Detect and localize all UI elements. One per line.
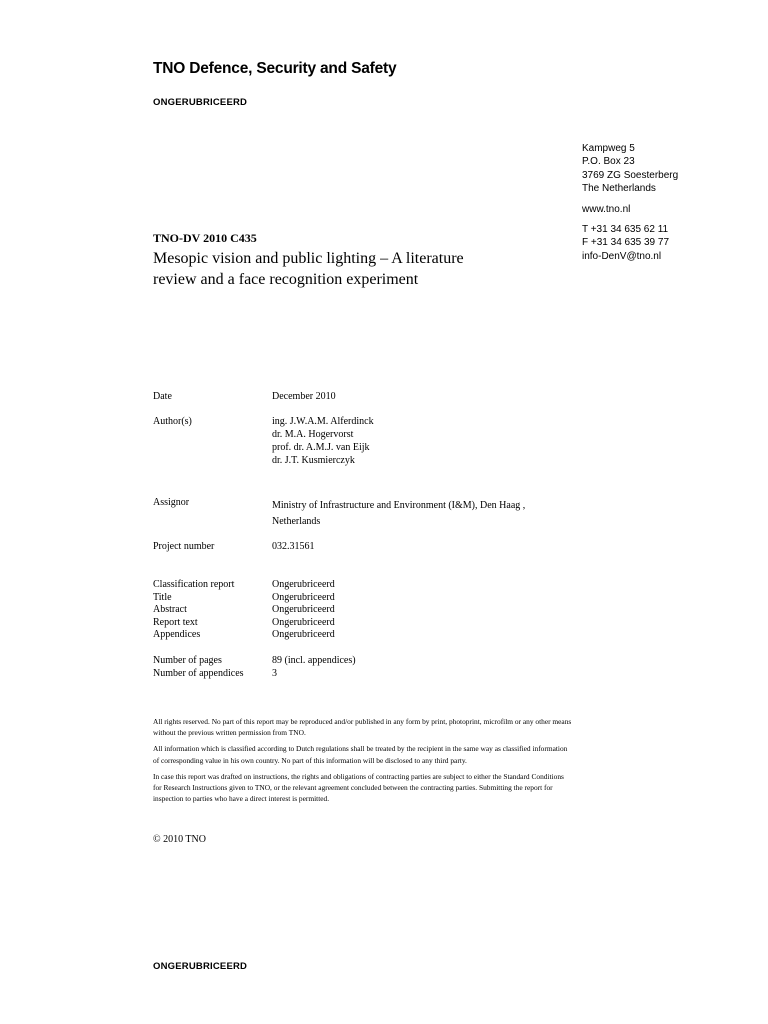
classification-row-value: Ongerubriceerd	[272, 616, 335, 628]
date-label: Date	[153, 391, 172, 402]
fax-number: F +31 34 635 39 77	[582, 237, 670, 249]
website-link[interactable]: www.tno.nl	[582, 203, 631, 215]
project-number-label: Project number	[153, 541, 215, 552]
classification-row-label: Appendices	[153, 629, 201, 641]
author-name: ing. J.W.A.M. Alferdinck	[272, 416, 374, 427]
organization-name: TNO Defence, Security and Safety	[153, 60, 397, 77]
legal-paragraph: All rights reserved. No part of this report may be reproduced and/or published in any form by print, photoprint, microfilm or any other means without the previous written permission from TNO.	[153, 717, 572, 738]
assignor-value: Netherlands	[272, 516, 321, 527]
email-link[interactable]: info-DenV@tno.nl	[582, 250, 662, 262]
classification-row-label: Title	[153, 591, 172, 603]
assignor-value: Ministry of Infrastructure and Environment (I&M), Den Haag ,	[272, 500, 526, 511]
report-title-line: review and a face recognition experiment	[153, 271, 419, 288]
report-title-line: Mesopic vision and public lighting – A literature	[153, 250, 464, 267]
classification-row-value: Ongerubriceerd	[272, 591, 335, 603]
appendices-count-value: 3	[272, 668, 277, 679]
project-number-value: 032.31561	[272, 541, 315, 552]
classification-row-label: Report text	[153, 616, 198, 628]
author-name: dr. J.T. Kusmierczyk	[272, 455, 355, 466]
address-line: P.O. Box 23	[582, 156, 635, 168]
address-block	[582, 142, 678, 263]
report-title	[153, 248, 553, 290]
address-line: Kampweg 5	[582, 143, 635, 154]
assignor-label: Assignor	[153, 497, 190, 508]
legal-paragraph: All information which is classified according to Dutch regulations shall be treated by the recipient in the same way as classified information of corresponding value in his own country. No part of this information will be disclosed to any third party.	[153, 744, 568, 765]
classification-row-value: Ongerubriceerd	[272, 629, 335, 641]
classification-row-value: Ongerubriceerd	[272, 604, 335, 616]
pages-value: 89 (incl. appendices)	[272, 655, 356, 666]
copyright-notice: © 2010 TNO	[153, 834, 206, 845]
legal-paragraph: In case this report was drafted on instructions, the rights and obligations of contracting parties are subject to either the Standard Conditions for Research Instructions given to TNO, or the relevant agreement concluded between the contracting parties. Submitting the report for inspection to parties who have a direct interest is permitted.	[153, 771, 564, 804]
classification-label-bottom: ONGERUBRICEERD	[153, 961, 248, 972]
date-value: December 2010	[272, 391, 336, 402]
address-line: 3769 ZG Soesterberg	[582, 169, 679, 181]
author-name: dr. M.A. Hogervorst	[272, 429, 354, 440]
author-name: prof. dr. A.M.J. van Eijk	[272, 442, 370, 453]
classification-row-label: Classification report	[153, 579, 235, 590]
legal-notice	[153, 716, 573, 809]
phone-number: T +31 34 635 62 11	[582, 224, 669, 236]
classification-label-top: ONGERUBRICEERD	[153, 97, 248, 108]
classification-row-value: Ongerubriceerd	[272, 579, 335, 590]
authors-label: Author(s)	[153, 416, 192, 427]
address-line: The Netherlands	[582, 183, 656, 195]
classification-row-label: Abstract	[153, 604, 187, 616]
appendices-count-label: Number of appendices	[153, 668, 244, 679]
pages-label: Number of pages	[153, 655, 222, 666]
report-number: TNO-DV 2010 C435	[153, 231, 257, 245]
